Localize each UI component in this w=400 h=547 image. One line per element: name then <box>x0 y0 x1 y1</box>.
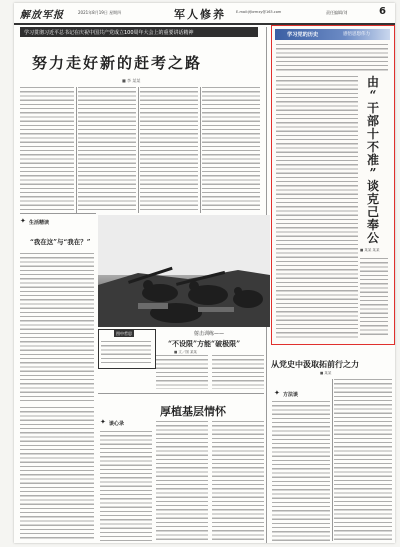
soldiers-illustration <box>98 215 270 327</box>
lower-column-2 <box>156 421 208 541</box>
photo-text-2 <box>212 355 264 389</box>
section-title: 军人修养 <box>174 8 226 21</box>
feature-intro-text <box>276 44 388 72</box>
photo-title: “不设限”方能“破极限” <box>168 339 241 348</box>
right-lower-headline: 从党史中汲取拓前行之力 <box>271 359 359 369</box>
star-icon: ✦ <box>274 389 280 397</box>
photo-text-1 <box>156 355 208 389</box>
feature-banner: 学习党的历史 感悟思想伟力 <box>275 29 390 40</box>
lead-byline: ■ 李 某某 <box>122 78 141 83</box>
lead-column-1 <box>20 87 74 213</box>
section-divider <box>98 393 264 394</box>
featured-article-box <box>271 25 395 345</box>
lower-tag: ✦ 谈心录 <box>100 418 125 427</box>
newspaper-logo: 解放军报 <box>20 10 64 21</box>
topic-bar <box>20 27 258 37</box>
lower-column-1 <box>100 431 152 541</box>
right-lower-tag: ✦ 方法谈 <box>274 389 299 398</box>
column-divider <box>332 379 333 541</box>
issue-date: 2021年8月19日 星期四 <box>78 10 122 15</box>
photo-tag: 图中哲思 <box>116 331 132 336</box>
shooting-training-photo <box>98 215 270 327</box>
section-divider <box>20 213 96 214</box>
star-icon: ✦ <box>100 418 106 426</box>
right-lower-column-2 <box>334 379 392 541</box>
column-divider <box>200 87 201 213</box>
contact-email: E-mail:jfjbrmxy@163.com <box>236 10 282 14</box>
topic-bar-text: 学习贯彻习近平总书记在庆祝中国共产党成立100周年大会上的重要讲话精神 <box>24 30 194 36</box>
feature-text-2 <box>360 258 388 338</box>
lead-headline: 努力走好新的赶考之路 <box>32 54 203 72</box>
side-tag: ✦ 生活精读 <box>20 217 50 226</box>
feature-vertical-headline: 由 “ 干 部 十 不 准 ” 谈 克 己 奉 公 <box>366 75 379 245</box>
side-column-text <box>20 253 94 403</box>
feature-text-1 <box>276 76 358 338</box>
side-title: “我在这”与“我在？” <box>30 238 91 246</box>
column-divider <box>76 87 77 213</box>
lead-column-2 <box>78 87 136 213</box>
lead-column-4 <box>202 87 260 213</box>
right-lower-byline: ■ 某某 <box>320 371 332 375</box>
photo-kicker: 射击训练—— <box>194 331 225 337</box>
lower-column-3 <box>212 421 264 541</box>
photo-note-text <box>101 341 151 365</box>
right-lower-column-1 <box>272 401 330 541</box>
editor-credit: 责任编辑/刘 <box>326 10 348 15</box>
column-divider <box>138 87 139 213</box>
feature-byline: ■ 某某 某某 <box>360 248 380 252</box>
star-icon: ✦ <box>20 217 26 225</box>
page-number: 6 <box>379 6 386 17</box>
photo-credit: ■ 文／图 某某 <box>174 350 198 354</box>
lower-column-0 <box>20 407 94 541</box>
masthead <box>14 3 395 25</box>
newspaper-page <box>14 3 395 543</box>
lower-headline: 厚植基层情怀 <box>160 405 226 418</box>
lead-column-3 <box>140 87 198 213</box>
